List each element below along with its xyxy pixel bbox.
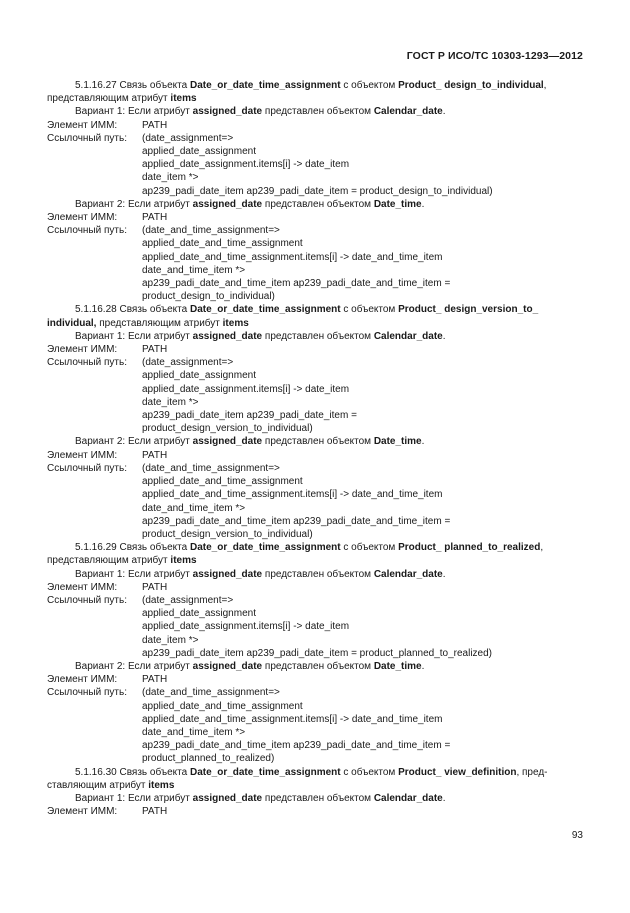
section-heading-5-1-16-27: 5.1.16.27 Связь объекта Date_or_date_time_assignment с объектом Product_ design_to_individual, (75, 80, 547, 91)
path-line: ap239_padi_date_item ap239_padi_date_item = product_design_to_individual) (142, 185, 493, 197)
document-header: ГОСТ Р ИСО/ТС 10303-1293—2012 (406, 50, 583, 62)
section-heading-cont: individual, представляющим атрибут items (47, 317, 249, 329)
path-line: applied_date_assignment (142, 370, 256, 382)
section-heading-5-1-16-30: 5.1.16.30 Связь объекта Date_or_date_time_assignment с объектом Product_ view_definition, пред- (75, 766, 548, 778)
element-row: Элемент ИММ: PATH (47, 119, 168, 131)
variant-heading: Вариант 1: Если атрибут assigned_date представлен объектом Calendar_date. (75, 568, 446, 580)
path-line: date_item *> (142, 634, 199, 646)
path-line: product_design_version_to_individual) (142, 528, 313, 540)
path-line: applied_date_assignment.items[i] -> date_item (142, 621, 350, 633)
variant-heading: Вариант 2: Если атрибут assigned_date представлен объектом Date_time. (75, 198, 425, 210)
variant-heading: Вариант 2: Если атрибут assigned_date представлен объектом Date_time. (75, 660, 425, 672)
path-line: applied_date_assignment (142, 608, 256, 620)
element-row: Элемент ИММ: PATH (47, 674, 168, 686)
path-line: ap239_padi_date_and_time_item ap239_padi_date_and_time_item = (142, 278, 451, 290)
element-row: Элемент ИММ: PATH (47, 806, 168, 818)
path-line: applied_date_assignment.items[i] -> date_item (142, 159, 350, 171)
path-line: applied_date_assignment (142, 146, 256, 158)
path-line: product_design_to_individual) (142, 291, 275, 303)
section-heading-cont: ставляющим атрибут items (47, 779, 175, 791)
path-line: date_and_time_item *> (142, 726, 246, 738)
path-line: applied_date_and_time_assignment (142, 476, 303, 488)
path-line: applied_date_and_time_assignment.items[i] -> date_and_time_item (142, 251, 443, 263)
section-heading-5-1-16-29: 5.1.16.29 Связь объекта Date_or_date_time_assignment с объектом Product_ planned_to_realized, (75, 542, 544, 554)
section-heading-5-1-16-28: 5.1.16.28 Связь объекта Date_or_date_time_assignment с объектом Product_ design_version_to_ (75, 304, 539, 316)
path-line: ap239_padi_date_and_time_item ap239_padi_date_and_time_item = (142, 515, 451, 527)
path-line: ap239_padi_date_item ap239_padi_date_item = (142, 410, 357, 422)
path-row: Ссылочный путь: (date_and_time_assignment=> (47, 687, 280, 699)
path-line: date_item *> (142, 396, 199, 408)
variant-heading: Вариант 1: Если атрибут assigned_date представлен объектом Calendar_date. (75, 792, 446, 804)
path-line: applied_date_and_time_assignment.items[i] -> date_and_time_item (142, 489, 443, 501)
element-row: Элемент ИММ: PATH (47, 449, 168, 461)
path-line: date_and_time_item *> (142, 264, 246, 276)
path-line: applied_date_and_time_assignment (142, 700, 303, 712)
path-line: product_planned_to_realized) (142, 753, 275, 765)
path-line: date_item *> (142, 172, 199, 184)
path-row: Ссылочный путь: (date_assignment=> (47, 594, 234, 606)
element-row: Элемент ИММ: PATH (47, 212, 168, 224)
section-heading-cont: представляющим атрибут items (47, 93, 197, 105)
path-line: ap239_padi_date_and_time_item ap239_padi_date_and_time_item = (142, 740, 451, 752)
path-line: applied_date_and_time_assignment.items[i] -> date_and_time_item (142, 713, 443, 725)
variant-heading: Вариант 2: Если атрибут assigned_date представлен объектом Date_time. (75, 436, 425, 448)
path-line: ap239_padi_date_item ap239_padi_date_item = product_planned_to_realized) (142, 647, 492, 659)
path-row: Ссылочный путь: (date_and_time_assignment=> (47, 225, 280, 237)
page-number: 93 (571, 830, 583, 841)
section-heading-cont: представляющим атрибут items (47, 555, 197, 567)
variant-heading: Вариант 1: Если атрибут assigned_date представлен объектом Calendar_date. (75, 330, 446, 342)
element-row: Элемент ИММ: PATH (47, 344, 168, 356)
path-line: applied_date_and_time_assignment (142, 238, 303, 250)
variant-heading: Вариант 1: Если атрибут assigned_date представлен объектом Calendar_date. (75, 106, 446, 118)
path-row: Ссылочный путь: (date_assignment=> (47, 132, 234, 144)
path-row: Ссылочный путь: (date_and_time_assignment=> (47, 462, 280, 474)
element-row: Элемент ИММ: PATH (47, 581, 168, 593)
path-row: Ссылочный путь: (date_assignment=> (47, 357, 234, 369)
path-line: product_design_version_to_individual) (142, 423, 313, 435)
path-line: date_and_time_item *> (142, 502, 246, 514)
document-body (47, 79, 585, 818)
path-line: applied_date_assignment.items[i] -> date_item (142, 383, 350, 395)
